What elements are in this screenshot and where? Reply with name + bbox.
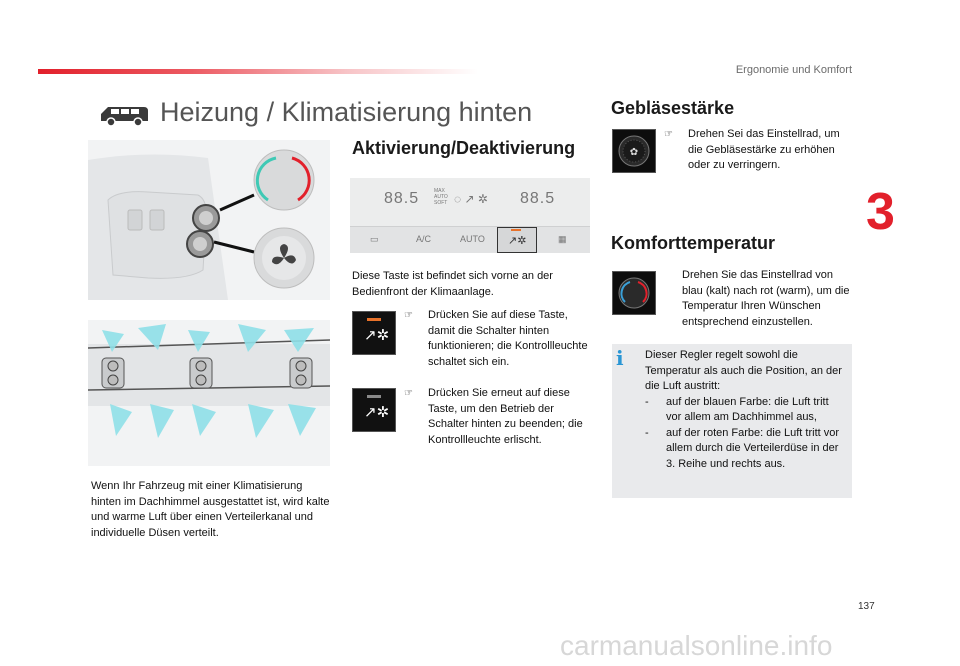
rear-ac-glyph: ↗✲ <box>364 404 390 421</box>
comfort-instruction <box>650 268 852 330</box>
chapter-number: 3 <box>866 183 895 241</box>
info-content <box>645 348 845 472</box>
auto-button[interactable]: AUTO <box>460 234 485 244</box>
info-item-red <box>645 426 845 473</box>
ac-button[interactable]: A/C <box>416 234 432 244</box>
step-1-text: Drücken Sie auf diese Taste, damit die Schalter hinten funktionieren; die Kontrollleuchte schaltet sich ein. <box>428 309 588 368</box>
comfort-heading: Komforttemperatur <box>611 233 776 253</box>
step-2-text: Drücken Sie erneut auf diese Taste, um den Betrieb der Schalter hinten zu beenden; die Kontrollleuchte erlischt. <box>428 387 583 446</box>
activation-intro: Diese Taste ist befindet sich vorne an der Bedienfront der Klimaanlage. <box>352 270 553 298</box>
rear-defrost-icon: ▦ <box>558 234 567 244</box>
info-intro: Dieser Regler regelt sowohl die Temperatur als auch die Position, an der die Luft austritt: <box>645 349 842 392</box>
step-2 <box>404 386 594 448</box>
panel-mode-soft: SOFT <box>434 200 448 206</box>
activation-heading: Aktivierung/Deaktivierung <box>352 138 576 158</box>
fan-instruction <box>664 127 852 174</box>
page-title: Heizung / Klimatisierung hinten <box>160 97 533 127</box>
fan-dial-icon <box>612 129 656 173</box>
panel-button-row <box>350 226 590 253</box>
front-ac-panel <box>350 178 590 252</box>
step-1 <box>404 308 594 370</box>
dash-bullet: - <box>645 395 649 408</box>
panel-temp-left: 88.5 <box>384 190 420 207</box>
arrow-right-icon: ☞ <box>404 388 413 399</box>
rear-ac-button-on-icon <box>352 311 396 355</box>
comfort-text: Drehen Sie das Einstellrad von blau (kalt) nach rot (warm), um die Temperatur Ihren Wünschen entsprechend einzustellen. <box>682 269 850 328</box>
defrost-icon: ▭ <box>370 234 379 244</box>
panel-modes <box>434 188 448 206</box>
rear-ac-button[interactable] <box>497 227 537 253</box>
arrow-right-icon: ☞ <box>404 310 413 321</box>
rear-air-caption: Wenn Ihr Fahrzeug mit einer Klimatisierung hinten im Dachhimmel ausgestattet ist, wird kalte und warme Luft über einen Verteilerkanal und individuelle Düsen verteilt. <box>91 480 330 539</box>
panel-recirc-icon: ◌ ↗ ✲ <box>454 192 488 206</box>
fan-text: Drehen Sei das Einstellrad, um die Gebläsestärke zu erhöhen oder zu verringern. <box>688 128 840 171</box>
dash-bullet: - <box>650 269 654 281</box>
info-item-blue <box>645 395 845 426</box>
panel-mode-max: MAX <box>434 188 445 194</box>
section-title: Ergonomie und Komfort <box>735 64 852 76</box>
header-accent-bar <box>38 69 478 74</box>
info-item-blue-text: auf der blauen Farbe: die Luft tritt vor allem am Dachhimmel aus, <box>666 395 829 423</box>
watermark: carmanualsonline.info <box>560 630 833 661</box>
rear-ac-button-off-icon <box>352 388 396 432</box>
indicator-light <box>511 229 521 231</box>
roof-vents-illustration <box>88 320 330 466</box>
van-icon <box>98 102 150 128</box>
dash-bullet: - <box>645 426 649 439</box>
rear-ac-glyph: ↗✲ <box>364 327 390 344</box>
panel-temp-right: 88.5 <box>520 190 556 207</box>
fan-heading: Gebläsestärke <box>611 98 735 118</box>
page-number: 137 <box>858 601 875 612</box>
rear-controls-illustration <box>88 140 330 300</box>
svg-text:✿: ✿ <box>629 147 639 158</box>
indicator-light-off <box>367 395 381 398</box>
indicator-light-on <box>367 318 381 321</box>
arrow-right-icon: ☞ <box>664 129 673 140</box>
info-item-red-text: auf der roten Farbe: die Luft tritt vor allem durch die Verteilerdüse in der 3. Reihe und rechts aus. <box>666 426 840 470</box>
rear-ac-icon: ↗✲ <box>508 235 527 247</box>
info-icon: i <box>616 346 624 370</box>
panel-mode-auto: AUTO <box>434 194 448 200</box>
